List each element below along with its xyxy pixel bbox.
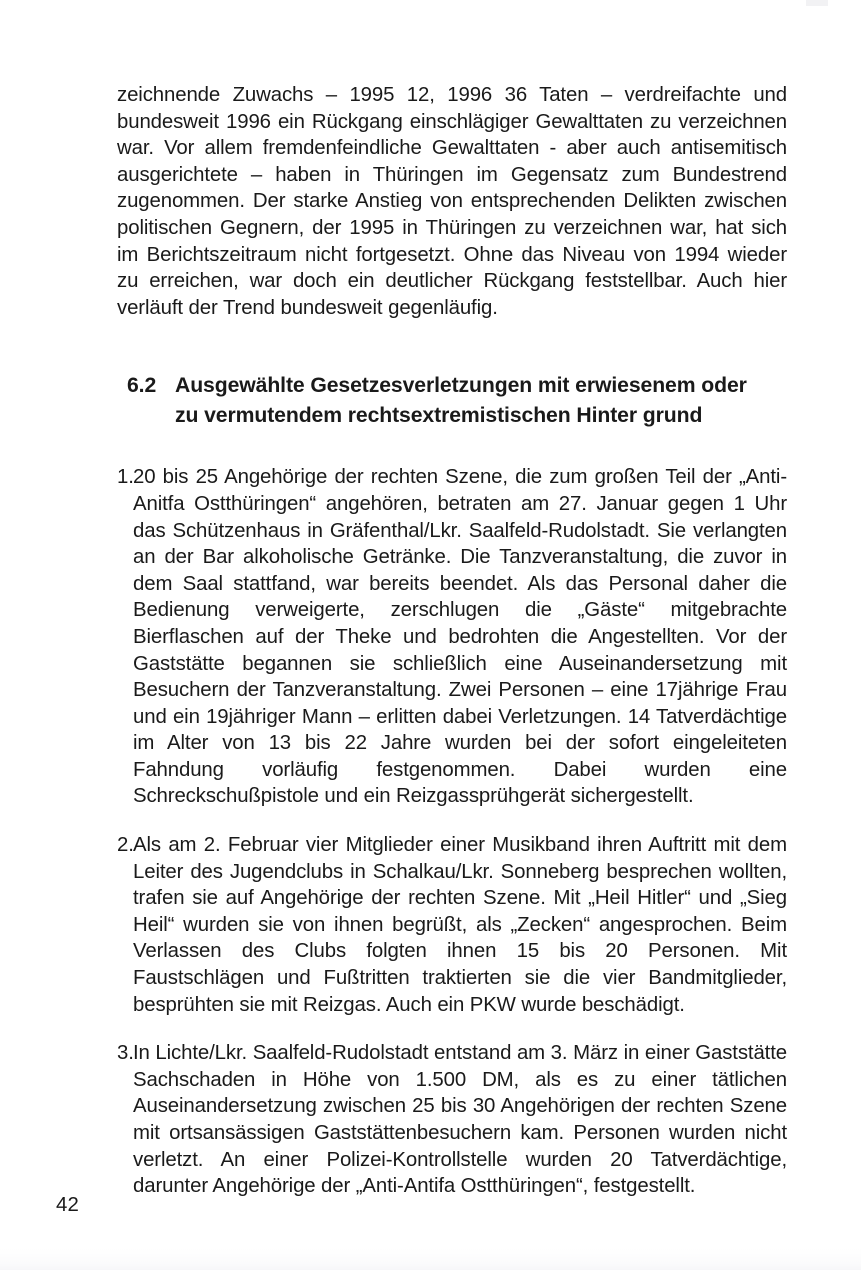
list-item-marker: 1. bbox=[117, 466, 134, 489]
list-item bbox=[117, 464, 787, 810]
numbered-list bbox=[117, 464, 787, 1199]
list-item-marker: 3. bbox=[117, 1042, 134, 1065]
list-item-text: In Lichte/Lkr. Saalfeld-Rudolstadt entstand am 3. März in einer Gaststätte Sachschaden in Höhe von 1.500 DM, als es zu einer tätlichen Auseinandersetzung zwischen 25 bis 30 Angehörigen der rechten Szene mit ortsansässigen Gaststättenbesuchern kam. Personen wurden nicht verletzt. An einer Polizei-Kontrollstelle wurden 20 Tatverdächtige, darunter Angehörige der „Anti-Antifa Ostthüringen“, festgestellt. bbox=[133, 1042, 787, 1198]
list-item-text: Als am 2. Februar vier Mitglieder einer Musikband ihren Auftritt mit dem Leiter des Jugendclubs in Schalkau/Lkr. Sonneberg besprechen wollten, trafen sie auf Angehörige der rechten Szene. Mit „Heil Hitler“ und „Sieg Heil“ wurden sie von ihnen begrüßt, als „Zecken“ angesprochen. Beim Verlassen des Clubs folgten ihnen 15 bis 20 Personen. Mit Faustschlägen und Fußtritten traktierten sie die vier Bandmitglieder, besprühten sie mit Reizgas. Auch ein PKW wurde beschädigt. bbox=[133, 834, 787, 1016]
body-paragraph: zeichnende Zuwachs – 1995 12, 1996 36 Taten – verdreifachte und bundesweit 1996 ein Rückgang einschlägiger Gewalttaten zu verzeichnen war. Vor allem fremdenfeindliche Gewalttaten - aber auch antisemitisch ausgerichtete – haben in Thüringen im Gegensatz zum Bundestrend zugenommen. Der starke Anstieg von entsprechenden Delikten zwischen politischen Gegnern, der 1995 in Thüringen zu verzeichnen war, hat sich im Berichtszeitraum nicht fortgesetzt. Ohne das Niveau von 1994 wieder zu erreichen, war doch ein deutlicher Rückgang feststellbar. Auch hier verläuft der Trend bundesweit gegenläufig. bbox=[117, 84, 787, 319]
scan-artifact-top bbox=[806, 0, 828, 6]
page-content bbox=[117, 82, 787, 1200]
list-item bbox=[117, 1040, 787, 1200]
scan-artifact-bottom bbox=[0, 1248, 861, 1270]
page-number: 42 bbox=[56, 1194, 80, 1216]
list-item-marker: 2. bbox=[117, 834, 134, 857]
list-item bbox=[117, 832, 787, 1018]
section-heading bbox=[117, 371, 787, 430]
section-heading-number: 6.2 bbox=[127, 374, 157, 398]
list-item-text: 20 bis 25 Angehörige der rechten Szene, die zum großen Teil der „Anti-Anitfa Ostthüringen“ angehören, betraten am 27. Januar gegen 1 Uhr das Schützenhaus in Gräfenthal/Lkr. Saalfeld-Rudolstadt. Sie verlangten an der Bar alkoholische Getränke. Die Tanzveranstaltung, die zuvor in dem Saal stattfand, war bereits beendet. Als das Personal daher die Bedienung verweigerte, zerschlugen die „Gäste“ mitgebrachte Bierflaschen auf der Theke und bedrohten die Angestellten. Vor der Gaststätte begannen sie schließlich eine Auseinandersetzung mit Besuchern der Tanzveranstaltung. Zwei Personen – eine 17jährige Frau und ein 19jähriger Mann – erlitten dabei Verletzungen. 14 Tatverdächtige im Alter von 13 bis 22 Jahre wurden bei der sofort eingeleiteten Fahndung vorläufig festgenommen. Dabei wurden eine Schreckschußpistole und ein Reizgassprühgerät sichergestellt. bbox=[133, 466, 787, 808]
section-heading-text: Ausgewählte Gesetzesverletzungen mit erwiesenem oder zu vermutendem rechtsextremistischen Hinter grund bbox=[175, 374, 747, 427]
